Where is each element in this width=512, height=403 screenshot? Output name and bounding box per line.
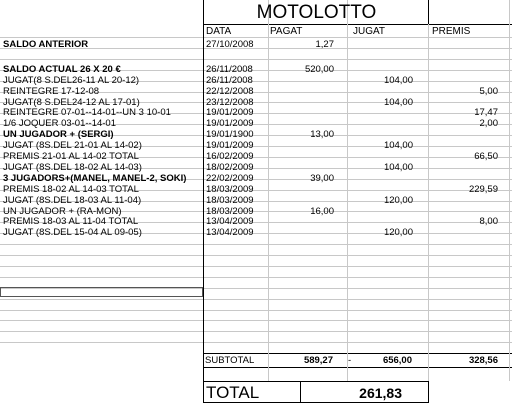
col-border-prizes xyxy=(509,0,510,381)
subtotal-label: SUBTOTAL xyxy=(205,355,255,366)
cell-played: 104,00 xyxy=(383,140,413,152)
row-gridline xyxy=(0,331,512,332)
title-right-border xyxy=(428,0,429,24)
cell-concept: 3 JUGADORS+(MANEL, MANEL-2, SOKI) xyxy=(3,172,187,184)
cell-paid: 13,00 xyxy=(310,129,334,141)
cell-date: 19/01/2009 xyxy=(206,107,254,119)
cell-concept: UN JUGADOR + (SERGI) xyxy=(3,129,114,141)
subtotal-played: 656,00 xyxy=(382,355,412,366)
cell-date: 18/03/2009 xyxy=(206,205,254,217)
col-border-date xyxy=(268,0,269,381)
row-gridline xyxy=(0,299,512,300)
cell-prizes: 17,47 xyxy=(474,107,498,119)
cell-prizes: 2,00 xyxy=(479,118,498,130)
cell-date: 18/03/2009 xyxy=(206,183,254,195)
row-gridline xyxy=(0,255,512,256)
header-paid: PAGAT xyxy=(270,26,303,37)
cell-concept: JUGAT (8S.DEL 21-01 AL 14-02) xyxy=(3,140,142,152)
subtotal-prizes: 328,56 xyxy=(468,355,498,366)
subtotal-paid: 589,27 xyxy=(303,355,333,366)
total-right-border xyxy=(428,381,429,403)
cell-paid: 16,00 xyxy=(310,205,334,217)
cell-prizes: 8,00 xyxy=(479,216,498,228)
row-gridline xyxy=(0,59,512,60)
cell-concept: JUGAT (8S.DEL 18-03 AL 11-04) xyxy=(3,194,142,206)
col-border-concept xyxy=(203,0,204,403)
cell-played: 104,00 xyxy=(383,96,413,108)
cell-prizes: 5,00 xyxy=(479,85,498,97)
total-top-border xyxy=(203,381,428,382)
cell-concept: UN JUGADOR + (RA-MON) xyxy=(3,205,122,217)
row-gridline xyxy=(0,266,512,267)
header-prizes: PREMIS xyxy=(432,26,471,37)
header-top-border xyxy=(203,24,512,25)
header-date: DATA xyxy=(206,26,232,37)
header-played: JUGAT xyxy=(353,26,386,37)
row-gridline xyxy=(0,310,512,311)
cell-concept: SALDO ANTERIOR xyxy=(3,39,89,50)
cell-paid: 520,00 xyxy=(304,63,334,75)
row-gridline xyxy=(0,277,512,278)
selected-cell[interactable] xyxy=(0,287,203,297)
subtotal-top-border xyxy=(203,353,512,354)
cell-date: 26/11/2008 xyxy=(206,63,253,75)
cell-date: 16/02/2009 xyxy=(206,151,254,162)
cell-concept: JUGAT (8S.DEL 18-02 AL 14-03) xyxy=(3,161,142,173)
title-left-border xyxy=(203,0,204,24)
col-border-paid xyxy=(347,0,348,381)
cell-played: 120,00 xyxy=(383,194,413,206)
cell-played: 104,00 xyxy=(383,161,413,173)
cell-date: 27/10/2008 xyxy=(206,39,254,50)
cell-concept: JUGAT(8 S.DEL26-11 AL 20-12) xyxy=(3,74,140,86)
cell-date: 26/11/2008 xyxy=(206,74,253,86)
cell-date: 19/01/2009 xyxy=(206,118,254,130)
subtotal-minus: - xyxy=(348,355,352,366)
cell-concept: JUGAT(8 S.DEL24-12 AL 17-01) xyxy=(3,96,140,108)
total-value: 261,83 xyxy=(359,385,402,401)
total-label: TOTAL xyxy=(206,383,260,402)
cell-date: 22/02/2009 xyxy=(206,172,254,184)
cell-concept: SALDO ACTUAL 26 X 20 € xyxy=(3,63,121,75)
cell-paid: 1,27 xyxy=(315,39,334,50)
cell-date: 13/04/2009 xyxy=(206,216,254,228)
row-gridline xyxy=(0,320,512,321)
col-border-played xyxy=(428,0,429,381)
cell-played: 104,00 xyxy=(383,74,413,86)
cell-date: 19/01/2009 xyxy=(206,140,254,152)
cell-date: 23/12/2008 xyxy=(206,96,254,108)
cell-date: 18/03/2009 xyxy=(206,194,254,206)
subtotal-bottom-border xyxy=(203,367,512,368)
cell-concept: PREMIS 18-03 AL 11-04 TOTAL xyxy=(3,216,139,228)
cell-prizes: 66,50 xyxy=(474,151,498,162)
cell-concept: JUGAT (8S.DEL 15-04 AL 09-05) xyxy=(3,227,142,239)
row-gridline xyxy=(0,37,512,38)
row-gridline xyxy=(0,342,512,343)
cell-concept: REINTEGRE 07-01--14-01--UN 3 10-01 xyxy=(3,107,171,119)
cell-concept: PREMIS 21-01 AL 14-02 TOTAL xyxy=(3,151,139,162)
cell-date: 13/04/2009 xyxy=(206,227,254,239)
cell-date: 22/12/2008 xyxy=(206,85,254,97)
cell-played: 120,00 xyxy=(383,227,413,239)
cell-date: 19/01/1900 xyxy=(206,129,254,141)
cell-concept: 1/6 JOQUER 03-01--14-01 xyxy=(3,118,116,130)
cell-date: 18/02/2009 xyxy=(206,161,254,173)
sheet-title: MOTOLOTTO xyxy=(256,2,377,23)
cell-paid: 39,00 xyxy=(310,172,334,184)
cell-concept: REINTEGRE 17-12-08 xyxy=(3,85,100,97)
cell-concept: PREMIS 18-02 AL 14-03 TOTAL xyxy=(3,183,139,195)
cell-prizes: 229,59 xyxy=(468,183,498,195)
row-gridline xyxy=(0,244,512,245)
